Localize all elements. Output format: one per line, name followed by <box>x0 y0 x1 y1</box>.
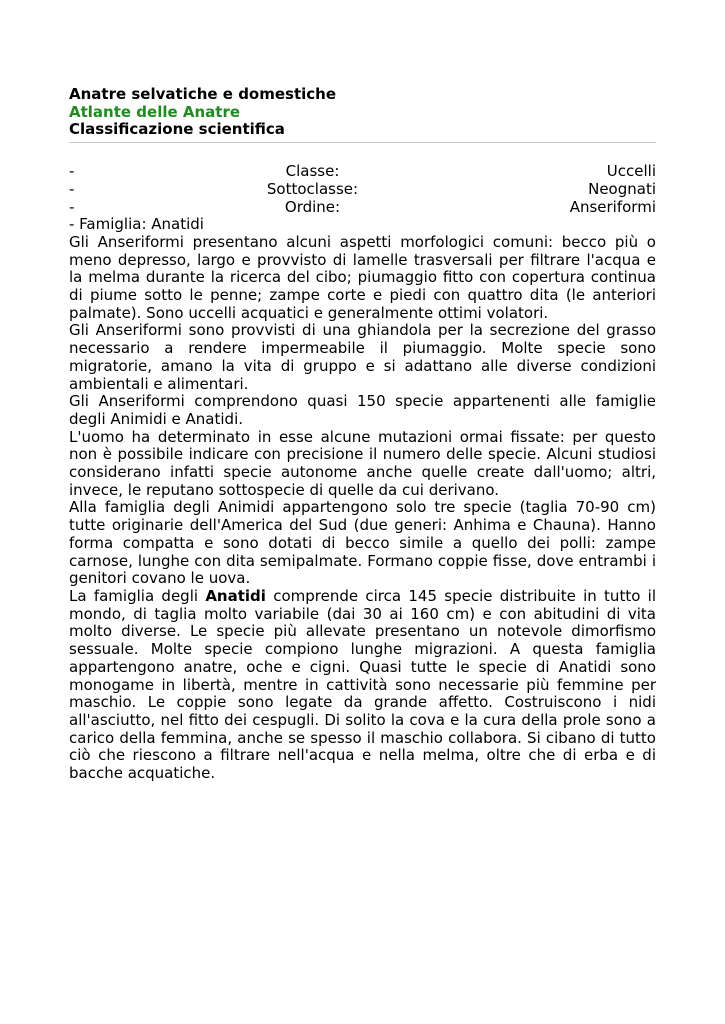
classification-row-subclass <box>69 181 656 199</box>
paragraph-animidi: Alla famiglia degli Animidi appartengono solo tre specie (taglia 70-90 cm) tutte originarie dell'America del Sud (due generi: Anhima e Chauna). Hanno forma compatta e sono dotati di becco simile a quello dei polli: zampe carnose, lunghe con dita semipalmate. Formano coppie fisse, dove entrambi i genitori covano le uova. <box>69 498 656 588</box>
text-run: comprende circa 145 specie distribuite in tutto il mondo, di taglia molto variabile (dai 30 ai 160 cm) e con abitudini di vita molto diverse. Le specie più allevate presentano un notevole dimorfismo sessuale. Molte specie compiono lunghe migrazioni. A questa famiglia appartengono anatre, oche e cigni. Quasi tutte le specie di Anatidi sono monogame in libertà, mentre in cattività sono necessarie più femmine per maschio. Le coppie sono legate da grande affetto. Costruiscono i nidi all'asciutto, nel fitto dei cespugli. Di solito la cova e la cura della prole sono a carico della femmina, anche se spesso il maschio collabora. Si cibano di tutto ciò che riescono a filtrare nell'acqua e nella melma, oltre che di erba e di bacche acquatiche. <box>69 586 657 783</box>
classification-row-class <box>69 163 656 181</box>
family-line: - Famiglia: Anatidi <box>69 215 204 234</box>
text-run: La famiglia degli <box>69 586 206 605</box>
bold-term: Anatidi <box>205 586 266 605</box>
dash: - <box>69 179 75 198</box>
paragraph-mutations: L'uomo ha determinato in esse alcune mutazioni ormai fissate: per questo non è possibile indicare con precisione il numero delle specie. Alcuni studiosi considerano infatti specie autonome anche quelle create dall'uomo; altri, invece, le reputano sottospecie di quelle da cui derivano. <box>69 427 656 499</box>
classification-value: Neognati <box>588 179 656 198</box>
classification-value: Anseriformi <box>569 197 656 216</box>
paragraph-gland: Gli Anseriformi sono provvisti di una ghiandola per la secrezione del grasso necessario a rendere impermeabile il piumaggio. Molte specie sono migratorie, amano la vita di gruppo e si adattano alle diverse condizioni ambientali e alimentari. <box>69 321 656 393</box>
paragraph-morphology: Gli Anseriformi presentano alcuni aspetti morfologici comuni: becco più o meno depresso, largo e provvisto di lamelle trasversali per filtrare l'acqua e la melma durante la ricerca del cibo; piumaggio fitto con copertura continua di piume sotto le penne; zampe corte e piedi con quattro dita (le anteriori palmate). Sono uccelli acquatici e generalmente ottimi volatori. <box>69 232 656 322</box>
classification-label: Sottoclasse: <box>266 179 359 198</box>
paragraph-species-count: Gli Anseriformi comprendono quasi 150 specie appartenenti alle famiglie degli Animidi e Anatidi. <box>69 392 656 428</box>
paragraph-anatidi <box>69 588 656 783</box>
document-body <box>69 86 656 783</box>
dash: - <box>69 162 75 181</box>
divider <box>69 142 656 143</box>
classification-label: Ordine: <box>284 197 341 216</box>
atlas-link[interactable]: Atlante delle Anatre <box>69 102 241 121</box>
classification-value: Uccelli <box>606 162 656 181</box>
page-title: Anatre selvatiche e domestiche <box>69 85 337 103</box>
section-heading: Classificazione scientifica <box>69 120 285 139</box>
classification-label: Classe: <box>285 162 340 181</box>
dash: - <box>69 197 75 216</box>
classification-row-order <box>69 199 656 217</box>
